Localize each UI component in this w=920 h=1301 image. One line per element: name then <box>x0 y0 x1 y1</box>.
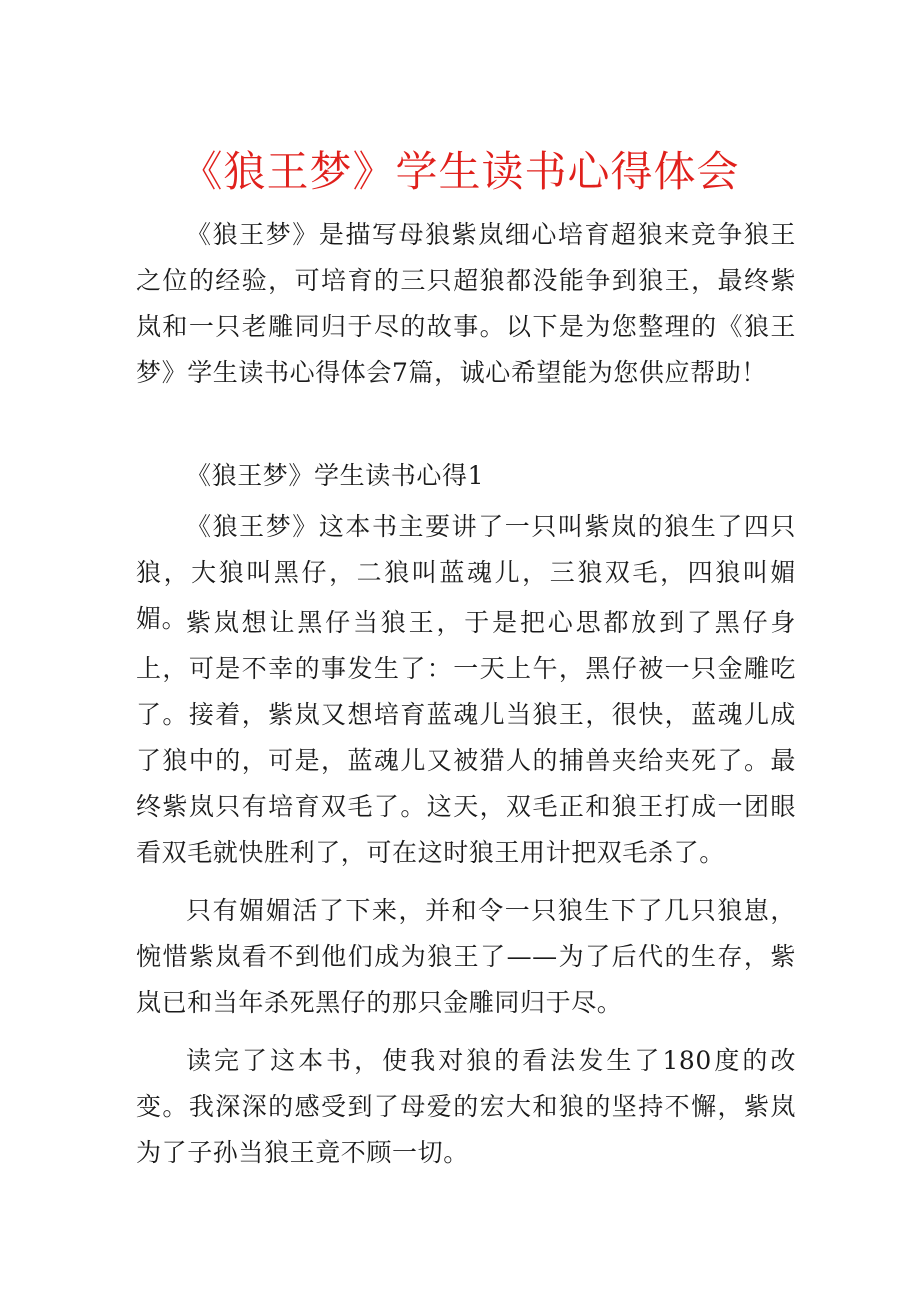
body-paragraph-2: 紫岚想让黑仔当狼王，于是把心思都放到了黑仔身上，可是不幸的事发生了：一天上午，黑仔被一只金雕吃了。接着，紫岚又想培育蓝魂儿当狼王，很快，蓝魂儿成了狼中的，可是，蓝魂儿又被猎人的捕兽夹给夹死了。最终紫岚只有培育双毛了。这天，双毛正和狼王打成一团眼看双毛就快胜利了，可在这时狼王用计把双毛杀了。 <box>136 608 796 867</box>
body-paragraph-1: 《狼王梦》这本书主要讲了一只叫紫岚的狼生了四只狼，大狼叫黑仔，二狼叫蓝魂儿，三狼双毛，四狼叫媚媚。 <box>136 512 796 633</box>
body-paragraph-4: 读完了这本书，使我对狼的看法发生了180度的改变。我深深的感受到了母爱的宏大和狼的坚持不懈，紫岚为了子孙当狼王竟不顾一切。 <box>136 1046 796 1167</box>
document-title: 《狼王梦》学生读书心得体会 <box>180 147 740 196</box>
intro-paragraph: 《狼王梦》是描写母狼紫岚细心培育超狼来竞争狼王之位的经验，可培育的三只超狼都没能争到狼王，最终紫岚和一只老雕同归于尽的故事。以下是为您整理的《狼王梦》学生读书心得体会7篇，诚心希望能为您供应帮助！ <box>136 220 796 387</box>
section-heading: 《狼王梦》学生读书心得1 <box>186 461 485 490</box>
body-paragraph-3: 只有媚媚活了下来，并和令一只狼生下了几只狼崽，惋惜紫岚看不到他们成为狼王了——为了后代的生存，紫岚已和当年杀死黑仔的那只金雕同归于尽。 <box>136 896 796 1017</box>
